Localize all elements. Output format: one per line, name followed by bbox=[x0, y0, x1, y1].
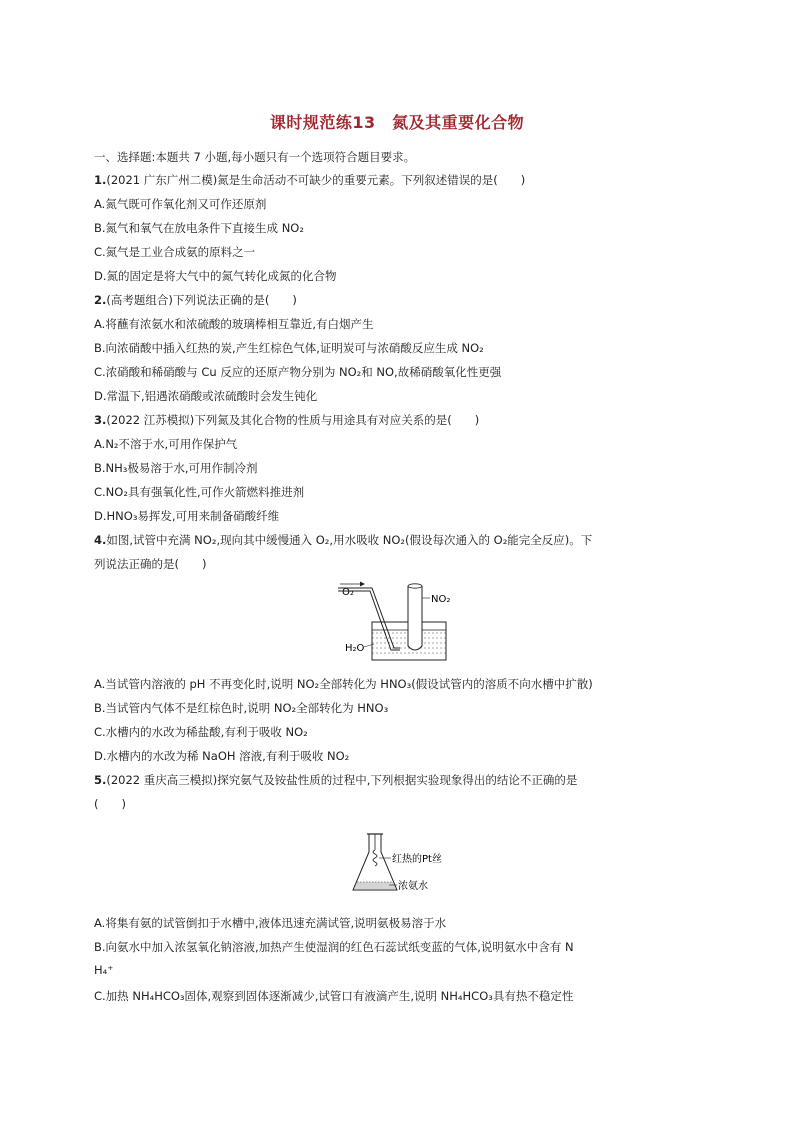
q4-option-a: A.当试管内溶液的 pH 不再变化时,说明 NO₂全部转化为 HNO₃(假设试管内的溶质不向水槽中扩散) bbox=[94, 677, 593, 691]
question-text: (2022 重庆高三模拟)探究氨气及铵盐性质的过程中,下列根据实验现象得出的结论不正确的是 bbox=[106, 773, 578, 787]
q2-option-b: B.向浓硝酸中插入红热的炭,产生红棕色气体,证明炭可与浓硝酸反应生成 NO₂ bbox=[94, 341, 484, 355]
q1-option-c: C.氮气是工业合成氨的原料之一 bbox=[94, 245, 256, 259]
q1-option-a: A.氮气既可作氧化剂又可作还原剂 bbox=[94, 197, 267, 211]
question-2-stem bbox=[94, 292, 706, 308]
q2-option-a: A.将蘸有浓氨水和浓硫酸的玻璃棒相互靠近,有白烟产生 bbox=[94, 317, 374, 331]
q3-option-a: A.N₂不溶于水,可用作保护气 bbox=[94, 437, 238, 451]
q4-option-b: B.当试管内气体不是红棕色时,说明 NO₂全部转化为 HNO₃ bbox=[94, 701, 389, 715]
h2o-label: H₂O bbox=[345, 643, 365, 654]
q2-option-d: D.常温下,铝遇浓硝酸或浓硫酸时会发生钝化 bbox=[94, 389, 318, 403]
q5-option-b: B.向氨水中加入浓氢氧化钠溶液,加热产生使湿润的红色石蕊试纸变蓝的气体,说明氨水中含有 N bbox=[94, 940, 574, 954]
q4-option-d: D.水槽内的水改为稀 NaOH 溶液,有利于吸收 NO₂ bbox=[94, 749, 350, 763]
question-4-stem bbox=[94, 532, 706, 548]
question-5-stem-cont: ( ) bbox=[94, 797, 126, 811]
q3-option-d: D.HNO₃易挥发,可用来制备硝酸纤维 bbox=[94, 509, 280, 523]
question-number: 5. bbox=[94, 773, 107, 787]
q5-option-c: C.加热 NH₄HCO₃固体,观察到固体逐渐减少,试管口有液滴产生,说明 NH₄HCO₃具有热不稳定性 bbox=[94, 989, 574, 1003]
question-1-stem bbox=[94, 172, 706, 188]
q3-option-c: C.NO₂具有强氧化性,可作火箭燃料推进剂 bbox=[94, 485, 305, 499]
test-tube-top bbox=[408, 584, 422, 588]
ammonia-oxidation-figure bbox=[345, 832, 475, 902]
question-text: (2022 江苏模拟)下列氮及其化合物的性质与用途具有对应关系的是( ) bbox=[106, 413, 480, 427]
q5-option-a: A.将集有氨的试管倒扣于水槽中,液体迅速充满试管,说明氨极易溶于水 bbox=[94, 916, 447, 930]
test-tube bbox=[408, 586, 422, 650]
q3-option-b: B.NH₃极易溶于水,可用作制冷剂 bbox=[94, 461, 258, 475]
page-title: 课时规范练13 氮及其重要化合物 bbox=[269, 113, 525, 132]
o2-label: O₂ bbox=[342, 587, 354, 598]
question-number: 4. bbox=[94, 533, 107, 547]
question-number: 1. bbox=[94, 173, 107, 187]
pt-label: 红热的Pt丝 bbox=[392, 854, 442, 865]
question-number: 3. bbox=[94, 413, 107, 427]
no2-label: NO₂ bbox=[431, 594, 451, 605]
q4-option-c: C.水槽内的水改为稀盐酸,有利于吸收 NO₂ bbox=[94, 725, 308, 739]
ammonia-label: 浓氨水 bbox=[398, 881, 428, 892]
question-number: 2. bbox=[94, 293, 107, 307]
question-text: 如图,试管中充满 NO₂,现向其中缓慢通入 O₂,用水吸收 NO₂(假设每次通入的 O₂能完全反应)。下 bbox=[106, 533, 593, 547]
question-5-stem bbox=[94, 772, 706, 788]
question-4-stem-cont: 列说法正确的是( ) bbox=[94, 557, 207, 571]
delivery-tube-inner bbox=[338, 591, 400, 650]
question-text: (2021 广东广州二模)氮是生命活动不可缺少的重要元素。下列叙述错误的是( ) bbox=[106, 173, 526, 187]
q1-option-b: B.氮气和氧气在放电条件下直接生成 NO₂ bbox=[94, 221, 304, 235]
question-3-stem bbox=[94, 412, 706, 428]
question-text: (高考题组合)下列说法正确的是( ) bbox=[106, 293, 297, 307]
q1-option-d: D.氮的固定是将大气中的氮气转化成氮的化合物 bbox=[94, 269, 337, 283]
o2-arrowhead bbox=[360, 582, 365, 587]
no2-absorption-figure bbox=[330, 578, 470, 666]
section-heading: 一、选择题:本题共 7 小题,每小题只有一个选项符合题目要求。 bbox=[94, 150, 416, 164]
q5-option-b-cont: H₄⁺ bbox=[94, 963, 114, 977]
ammonia-liquid bbox=[354, 882, 396, 889]
q2-option-c: C.浓硝酸和稀硝酸与 Cu 反应的还原产物分别为 NO₂和 NO,故稀硝酸氧化性更强 bbox=[94, 365, 502, 379]
